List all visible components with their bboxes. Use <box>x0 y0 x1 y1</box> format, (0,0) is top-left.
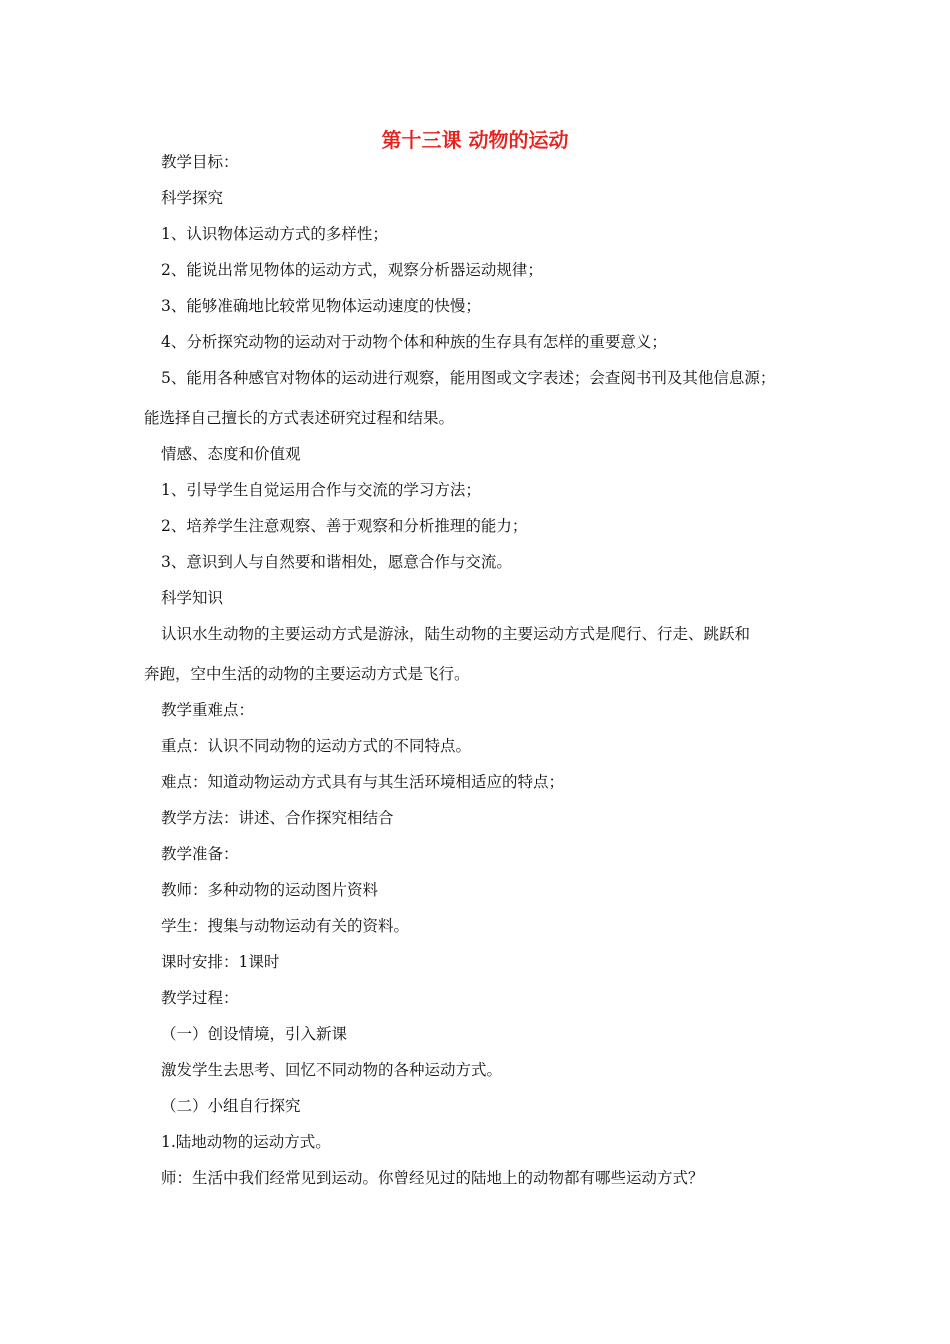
text-line: 教学方法：讲述、合作探究相结合 <box>161 809 394 827</box>
text-line: 1、认识物体运动方式的多样性； <box>161 225 388 243</box>
text-line: 能选择自己擅长的方式表述研究过程和结果。 <box>144 409 455 427</box>
text-line: 情感、态度和价值观 <box>161 445 301 463</box>
text-line: 教师：多种动物的运动图片资料 <box>161 881 379 899</box>
text-line: 2、培养学生注意观察、善于观察和分析推理的能力； <box>161 517 528 535</box>
text-line: 课时安排：1课时 <box>161 953 280 971</box>
text-line: 1.陆地动物的运动方式。 <box>161 1133 331 1151</box>
text-line: 3、能够准确地比较常见物体运动速度的快慢； <box>161 297 481 315</box>
text-line: 激发学生去思考、回忆不同动物的各种运动方式。 <box>161 1061 503 1079</box>
text-line: 学生：搜集与动物运动有关的资料。 <box>161 917 410 935</box>
text-line: 奔跑，空中生活的动物的主要运动方式是飞行。 <box>144 665 470 683</box>
page-title: 第十三课 动物的运动 <box>381 128 569 152</box>
text-line: 教学目标： <box>161 153 239 171</box>
text-line: 3、意识到人与自然要和谐相处，愿意合作与交流。 <box>161 553 512 571</box>
text-line: 科学探究 <box>161 189 224 207</box>
text-line: 教学重难点： <box>161 701 255 719</box>
text-line: （二）小组自行探究 <box>161 1097 301 1115</box>
text-line: 认识水生动物的主要运动方式是游泳，陆生动物的主要运动方式是爬行、行走、跳跃和 <box>161 625 751 643</box>
text-line: 2、能说出常见物体的运动方式，观察分析器运动规律； <box>161 261 543 279</box>
text-line: （一）创设情境，引入新课 <box>161 1025 348 1043</box>
text-line: 重点：认识不同动物的运动方式的不同特点。 <box>161 737 472 755</box>
text-line: 科学知识 <box>161 589 224 607</box>
text-line: 5、能用各种感官对物体的运动进行观察，能用图或文字表述；会查阅书刊及其他信息源； <box>161 369 776 387</box>
text-line: 4、分析探究动物的运动对于动物个体和种族的生存具有怎样的重要意义； <box>161 333 667 351</box>
text-line: 1、引导学生自觉运用合作与交流的学习方法； <box>161 481 481 499</box>
text-line: 教学准备： <box>161 845 239 863</box>
text-line: 教学过程： <box>161 989 239 1007</box>
text-line: 师：生活中我们经常见到运动。你曾经见过的陆地上的动物都有哪些运动方式？ <box>161 1169 704 1187</box>
text-line: 难点：知道动物运动方式具有与其生活环境相适应的特点； <box>161 773 565 791</box>
